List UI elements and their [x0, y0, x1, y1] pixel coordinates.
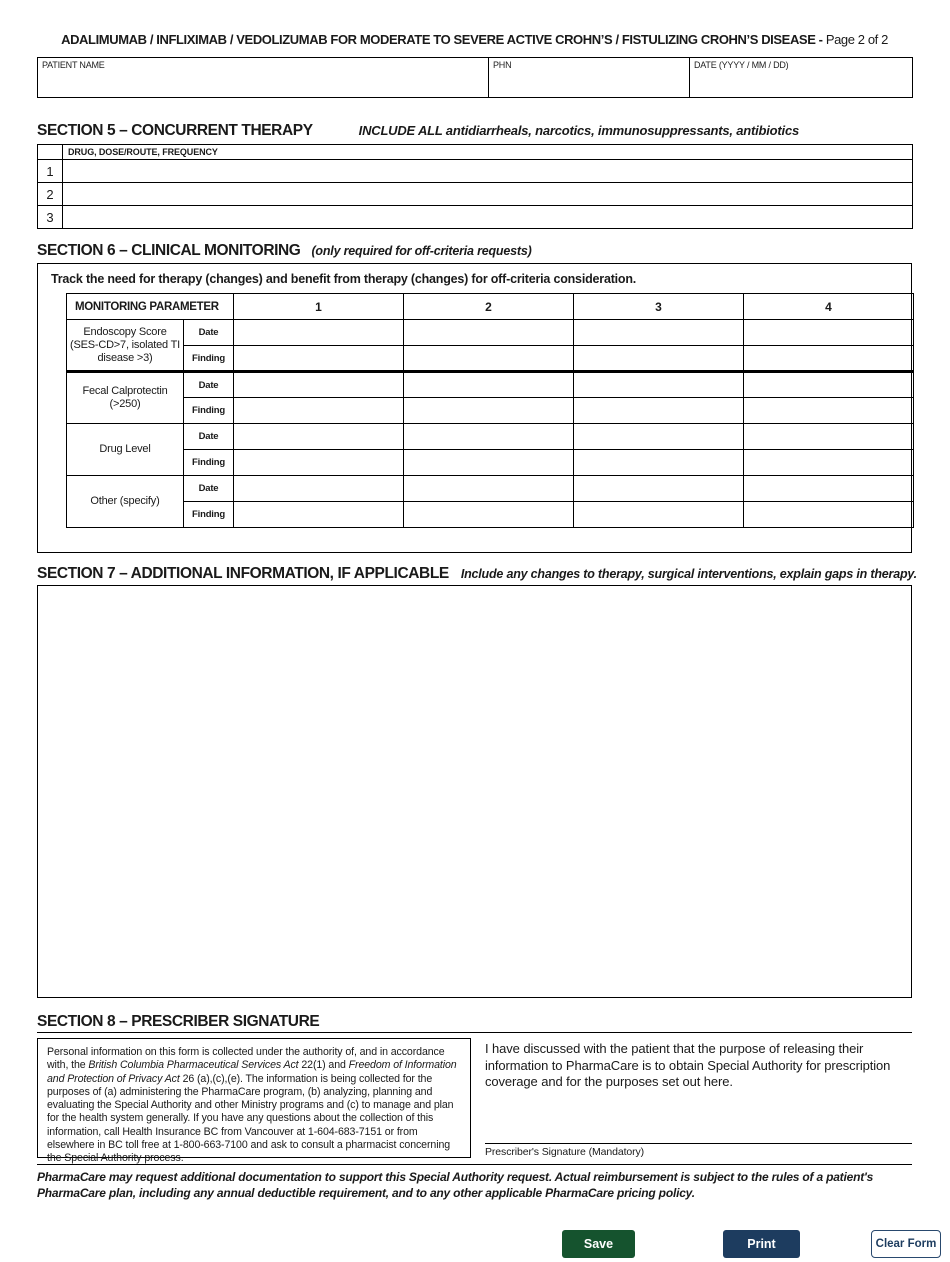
endoscopy-finding-cell-4[interactable]	[744, 346, 914, 372]
endoscopy-date-cell-4[interactable]	[744, 320, 914, 346]
monitoring-col-1: 1	[234, 294, 404, 320]
endoscopy-finding-cell-1[interactable]	[234, 346, 404, 372]
s5-corner-cell	[38, 145, 63, 160]
drug-level-label: Drug Level	[67, 424, 184, 476]
section8-divider	[37, 1032, 912, 1033]
print-button[interactable]: Print	[723, 1230, 800, 1258]
monitoring-table	[66, 293, 914, 528]
section5-title: SECTION 5 – CONCURRENT THERAPY	[37, 122, 313, 139]
consent-text: I have discussed with the patient that the purpose of releasing their information to PharmaCare is to obtain Special Authority for prescription coverage and for the purposes set out here.	[485, 1041, 891, 1089]
finding-row-label: Finding	[184, 398, 234, 424]
clinical-monitoring-box	[37, 263, 912, 553]
fecal-finding-cell-1[interactable]	[234, 398, 404, 424]
other-finding-cell-4[interactable]	[744, 502, 914, 528]
druglevel-finding-cell-1[interactable]	[234, 450, 404, 476]
s5-drug-input-1[interactable]	[63, 160, 913, 183]
section8-content	[37, 1038, 912, 1165]
endoscopy-score-label: Endoscopy Score (SES-CD>7, isolated TI disease >3)	[67, 320, 184, 372]
section5-note: INCLUDE ALL antidiarrheals, narcotics, immunosuppressants, antibiotics	[358, 123, 800, 138]
monitoring-col-2: 2	[404, 294, 574, 320]
druglevel-date-cell-4[interactable]	[744, 424, 914, 450]
section6-title: SECTION 6 – CLINICAL MONITORING	[37, 242, 301, 259]
section7-note: Include any changes to therapy, surgical interventions, explain gaps in therapy.	[460, 567, 917, 581]
monitoring-intro-text: Track the need for therapy (changes) and benefit from therapy (changes) for off-criteria consideration.	[51, 272, 637, 286]
druglevel-date-cell-1[interactable]	[234, 424, 404, 450]
s5-drug-input-2[interactable]	[63, 183, 913, 206]
fecal-date-cell-4[interactable]	[744, 372, 914, 398]
patient-info-table	[37, 57, 913, 98]
privacy-notice: Personal information on this form is collected under the authority of, and in accordance with, the British Columbia Pharmaceutical Services Act 22(1) and Freedom of Information and Protection of Privacy Act 26 (a),(c),(e). The information is being collected for the purposes of (a) administering the PharmaCare program, (b) analyzing, planning and evaluating the Special Authority and other Ministry programs and (c) to manage and plan for the health system generally. If you have any questions about the collection of this information, call Health Insurance BC from Vancouver at 1-604-683-7151 or from elsewhere in BC toll free at 1-800-663-7100 and ask to consult a pharmacist concerning the Special Authority process.	[37, 1038, 471, 1158]
patient-name-label: PATIENT NAME	[42, 60, 105, 70]
other-specify-label: Other (specify)	[67, 476, 184, 528]
other-finding-cell-1[interactable]	[234, 502, 404, 528]
patient-name-field[interactable]	[38, 58, 489, 98]
other-finding-cell-3[interactable]	[574, 502, 744, 528]
date-row-label: Date	[184, 424, 234, 450]
section8-title: SECTION 8 – PRESCRIBER SIGNATURE	[37, 1013, 320, 1030]
finding-row-label: Finding	[184, 450, 234, 476]
clear-form-button[interactable]: Clear Form	[871, 1230, 941, 1258]
section7-title: SECTION 7 – ADDITIONAL INFORMATION, IF APPLICABLE	[37, 565, 449, 582]
fecal-calprotectin-label: Fecal Calprotectin (>250)	[67, 372, 184, 424]
finding-row-label: Finding	[184, 502, 234, 528]
page-number: Page 2 of 2	[822, 32, 888, 47]
phn-field[interactable]	[489, 58, 690, 98]
form-page	[0, 32, 950, 1262]
page-title-main: ADALIMUMAB / INFLIXIMAB / VEDOLIZUMAB FOR MODERATE TO SEVERE ACTIVE CROHN’S / FISTULIZING CROHN’S DISEASE -	[61, 32, 823, 47]
concurrent-therapy-table	[37, 144, 913, 229]
section7-header	[37, 565, 917, 583]
date-row-label: Date	[184, 372, 234, 398]
fecal-date-cell-3[interactable]	[574, 372, 744, 398]
date-field[interactable]	[690, 58, 913, 98]
endoscopy-date-cell-1[interactable]	[234, 320, 404, 346]
fecal-finding-cell-3[interactable]	[574, 398, 744, 424]
section5-header	[37, 122, 912, 140]
endoscopy-finding-cell-3[interactable]	[574, 346, 744, 372]
section6-note: (only required for off-criteria requests)	[311, 244, 532, 258]
druglevel-finding-cell-4[interactable]	[744, 450, 914, 476]
monitoring-col-4: 4	[744, 294, 914, 320]
s5-drug-input-3[interactable]	[63, 206, 913, 229]
s5-row-number: 2	[38, 183, 63, 206]
fecal-finding-cell-4[interactable]	[744, 398, 914, 424]
druglevel-date-cell-3[interactable]	[574, 424, 744, 450]
other-date-cell-3[interactable]	[574, 476, 744, 502]
additional-information-input[interactable]	[37, 585, 912, 998]
phn-label: PHN	[493, 60, 512, 70]
druglevel-finding-cell-2[interactable]	[404, 450, 574, 476]
fecal-date-cell-1[interactable]	[234, 372, 404, 398]
signature-block	[485, 1143, 912, 1158]
section8-header	[37, 1013, 912, 1031]
fecal-date-cell-2[interactable]	[404, 372, 574, 398]
other-date-cell-2[interactable]	[404, 476, 574, 502]
page-title	[37, 32, 912, 47]
druglevel-finding-cell-3[interactable]	[574, 450, 744, 476]
s5-row-number: 1	[38, 160, 63, 183]
signature-label: Prescriber's Signature (Mandatory)	[485, 1146, 645, 1158]
monitoring-parameter-header: MONITORING PARAMETER	[67, 294, 234, 320]
date-row-label: Date	[184, 320, 234, 346]
fecal-finding-cell-2[interactable]	[404, 398, 574, 424]
other-date-cell-4[interactable]	[744, 476, 914, 502]
s5-column-header: DRUG, DOSE/ROUTE, FREQUENCY	[63, 145, 913, 160]
date-row-label: Date	[184, 476, 234, 502]
save-button[interactable]: Save	[562, 1230, 635, 1258]
endoscopy-date-cell-3[interactable]	[574, 320, 744, 346]
monitoring-col-3: 3	[574, 294, 744, 320]
pharmacare-disclaimer: PharmaCare may request additional documentation to support this Special Authority request. Actual reimbursement is subject to the rules of a patient's PharmaCare plan, including any annual deductible requirement, and to any other applicable PharmaCare pricing policy.	[37, 1170, 874, 1200]
other-finding-cell-2[interactable]	[404, 502, 574, 528]
endoscopy-date-cell-2[interactable]	[404, 320, 574, 346]
prescriber-consent-area	[471, 1038, 912, 1158]
other-date-cell-1[interactable]	[234, 476, 404, 502]
endoscopy-finding-cell-2[interactable]	[404, 346, 574, 372]
druglevel-date-cell-2[interactable]	[404, 424, 574, 450]
section6-header	[37, 242, 912, 260]
finding-row-label: Finding	[184, 346, 234, 372]
date-label: DATE (YYYY / MM / DD)	[694, 60, 789, 70]
s5-row-number: 3	[38, 206, 63, 229]
